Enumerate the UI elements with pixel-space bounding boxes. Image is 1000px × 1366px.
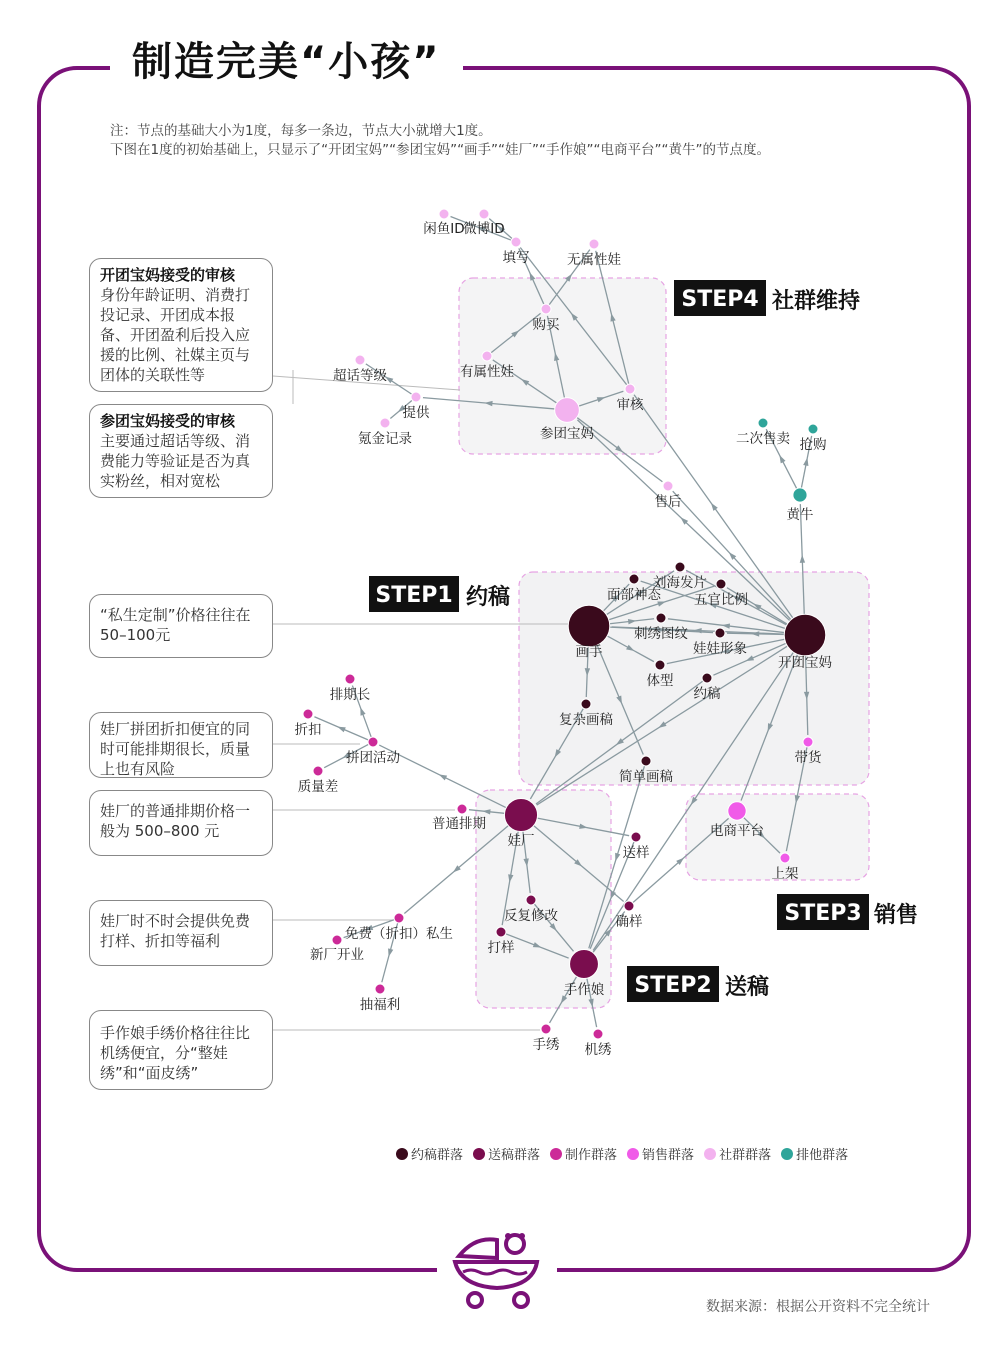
node-label-tixing: 体型 — [646, 673, 674, 689]
node-liuhai — [675, 562, 685, 572]
node-label-wushuxing: 无属性娃 — [567, 252, 621, 268]
node-label-putong: 普通排期 — [432, 816, 486, 832]
legend-item — [781, 1144, 848, 1163]
box-text: 主要通过超话等级、消费能力等验证是否为真实粉丝，相对宽松 — [100, 432, 251, 490]
box-text: 娃厂时不时会提供免费打样、折扣等福利 — [100, 912, 251, 950]
node-label-songyang: 送样 — [622, 845, 650, 861]
node-label-tianxie: 填写 — [502, 250, 530, 266]
node-label-zhiliang: 质量差 — [297, 779, 339, 795]
node-mianfei — [394, 913, 404, 923]
node-yuegao_n — [702, 673, 712, 683]
node-label-xinchang: 新厂开业 — [310, 947, 364, 963]
step3-tag — [777, 894, 918, 930]
box-text: 娃厂的普通排期价格一般为 500–800 元 — [100, 802, 251, 840]
legend-label: 销售群落 — [642, 1148, 695, 1163]
legend-dot — [781, 1148, 793, 1160]
node-huangniu — [793, 488, 807, 502]
node-weibo — [479, 209, 489, 219]
node-label-liuhai: 刘海发片 — [653, 575, 707, 591]
stroller-icon — [437, 1228, 557, 1318]
legend-dot — [473, 1148, 485, 1160]
edge-arrow — [800, 555, 805, 563]
node-label-shouhou: 售后 — [654, 494, 682, 510]
node-label-dianshang: 电商平台 — [710, 823, 764, 839]
step-tag-label: STEP2 — [634, 973, 712, 998]
box-text: 身份年龄证明、消费打投记录、开团成本报备、开团盈利后投入应援的比例、社媒主页与团体的关联性等 — [100, 286, 251, 384]
node-huashou — [568, 605, 610, 647]
node-label-fanfu: 反复修改 — [504, 908, 558, 924]
node-youshuxing — [482, 351, 492, 361]
node-dayang — [496, 927, 506, 937]
node-label-tigong: 提供 — [402, 405, 430, 421]
node-shangjia — [780, 853, 790, 863]
node-cixiu — [656, 613, 666, 623]
node-label-wachang: 娃厂 — [507, 833, 535, 849]
node-cantuan — [555, 398, 580, 423]
node-qianggou — [808, 424, 818, 434]
node-label-wawa: 娃娃形象 — [693, 641, 747, 657]
node-putong — [457, 804, 467, 814]
node-label-cantuan: 参团宝妈 — [540, 426, 594, 442]
node-shenhe — [625, 384, 635, 394]
node-label-daihuo: 带货 — [794, 750, 822, 766]
step-tag-label: STEP1 — [375, 583, 453, 608]
node-label-shenhe: 审核 — [616, 397, 644, 413]
node-label-queyang: 确样 — [615, 914, 643, 930]
step2-tag — [627, 966, 769, 1002]
legend-dot — [704, 1148, 716, 1160]
node-label-ercishoumai: 二次售卖 — [736, 431, 790, 447]
node-label-xianyu: 闲鱼ID — [423, 221, 465, 237]
legend — [396, 1144, 848, 1163]
node-daihuo — [803, 737, 813, 747]
node-jiandan — [641, 756, 651, 766]
node-fuza — [581, 699, 591, 709]
node-label-choufuli: 抽福利 — [359, 997, 401, 1013]
edge-arrow — [711, 503, 718, 511]
node-label-youshuxing: 有属性娃 — [460, 364, 514, 380]
node-paiqi — [345, 674, 355, 684]
node-shouzuo — [570, 950, 599, 979]
step1-tag — [369, 576, 510, 612]
node-label-kaituan: 开团宝妈 — [778, 655, 832, 671]
legend-item — [550, 1144, 617, 1163]
node-label-paiqi: 排期长 — [329, 687, 371, 703]
note-line: 注：节点的基础大小为1度，每多一条边，节点大小就增大1度。 — [110, 123, 492, 139]
box-title: 开团宝妈接受的审核 — [100, 266, 236, 284]
node-ercishoumai — [758, 418, 768, 428]
node-fanfu — [526, 895, 536, 905]
page-title: 制造完美“小孩” — [132, 39, 441, 85]
node-label-fuza: 复杂画稿 — [559, 712, 613, 728]
legend-item — [473, 1144, 540, 1163]
node-label-huashou: 画手 — [575, 644, 603, 660]
node-shouhou — [663, 481, 673, 491]
step-name: 约稿 — [466, 585, 511, 610]
node-label-yuegao_n: 约稿 — [693, 686, 721, 702]
node-label-pintuan: 拼团活动 — [346, 750, 400, 766]
legend-label: 制作群落 — [565, 1148, 618, 1163]
step-name: 送稿 — [725, 975, 770, 1000]
step-name: 社群维持 — [772, 289, 861, 314]
node-label-jiandan: 简单画稿 — [619, 769, 673, 785]
step4-tag — [674, 280, 860, 316]
node-tianxie — [511, 237, 521, 247]
step-name: 销售 — [874, 903, 919, 928]
node-label-zhekou: 折扣 — [294, 722, 322, 738]
step-tag-label: STEP4 — [681, 287, 759, 312]
node-wawa — [715, 628, 725, 638]
node-label-shouxiu: 手绣 — [532, 1037, 560, 1053]
node-label-goumai: 购买 — [532, 317, 560, 333]
box-text: 娃厂拼团折扣便宜的同时可能排期很长，质量上也有风险 — [100, 720, 251, 778]
edge-arrow — [615, 853, 620, 862]
node-label-jixiu: 机绣 — [584, 1042, 612, 1058]
node-label-qianggou: 抢购 — [799, 437, 827, 453]
node-wushuxing — [589, 239, 599, 249]
box-title: 参团宝妈接受的审核 — [100, 412, 236, 430]
node-label-huangniu: 黄牛 — [786, 507, 814, 523]
node-kaituan — [784, 614, 826, 656]
node-wachang — [504, 798, 537, 831]
legend-label: 约稿群落 — [411, 1148, 464, 1163]
edge-arrow — [779, 455, 785, 463]
node-shouxiu — [541, 1024, 551, 1034]
node-label-weibo: 微博ID — [463, 221, 505, 237]
node-tixing — [655, 660, 665, 670]
node-kejin — [380, 418, 390, 428]
node-queyang — [624, 901, 634, 911]
legend-dot — [550, 1148, 562, 1160]
node-choufuli — [375, 984, 385, 994]
node-wuguan — [716, 579, 726, 589]
step-tag-label: STEP3 — [784, 901, 862, 926]
legend-item — [627, 1144, 694, 1163]
note-line: 下图在1度的初始基础上，只显示了“开团宝妈”“参团宝妈”“画手”“娃厂”“手作娘”“电商平台”“黄牛”的节点度。 — [110, 142, 771, 158]
node-songyang — [631, 832, 641, 842]
node-xinchang — [332, 935, 342, 945]
legend-item — [396, 1144, 463, 1163]
edge-arrow — [439, 774, 447, 780]
legend-label: 社群群落 — [719, 1148, 772, 1163]
node-mianbu — [629, 574, 639, 584]
legend-dot — [396, 1148, 408, 1160]
node-pintuan — [368, 737, 378, 747]
edge-arrow — [388, 948, 393, 957]
box-text: 手作娘手绣价格往往比机绣便宜，分“整娃绣”和“面皮绣” — [100, 1024, 251, 1082]
node-xianyu — [439, 209, 449, 219]
node-dianshang — [728, 802, 746, 820]
node-zhiliang — [313, 766, 323, 776]
edge-arrow — [337, 727, 346, 733]
edge-arrow — [360, 707, 365, 716]
node-tigong — [411, 392, 421, 402]
node-chaohua — [355, 355, 365, 365]
legend-item — [704, 1144, 771, 1163]
stroller-icon-wrap — [437, 1228, 557, 1318]
node-label-shouzuo: 手作娘 — [563, 982, 605, 998]
node-zhekou — [303, 709, 313, 719]
node-label-wuguan: 五官比例 — [694, 592, 748, 608]
node-label-kejin: 氪金记录 — [358, 431, 412, 447]
data-source: 数据来源：根据公开资料不完全统计 — [706, 1299, 930, 1315]
node-label-chaohua: 超话等级 — [333, 368, 387, 384]
node-label-mianfei: 免费（折扣）私生 — [345, 926, 453, 942]
node-goumai — [541, 304, 551, 314]
legend-label: 送稿群落 — [488, 1148, 541, 1163]
node-label-cixiu: 刺绣图纹 — [634, 626, 688, 642]
legend-dot — [627, 1148, 639, 1160]
box-text: “私生定制”价格往往在50–100元 — [100, 606, 251, 644]
node-label-mianbu: 面部神态 — [607, 587, 661, 603]
legend-label: 排他群落 — [796, 1148, 849, 1163]
node-label-shangjia: 上架 — [771, 866, 799, 882]
node-jixiu — [593, 1029, 603, 1039]
node-label-dayang: 打样 — [487, 940, 515, 956]
